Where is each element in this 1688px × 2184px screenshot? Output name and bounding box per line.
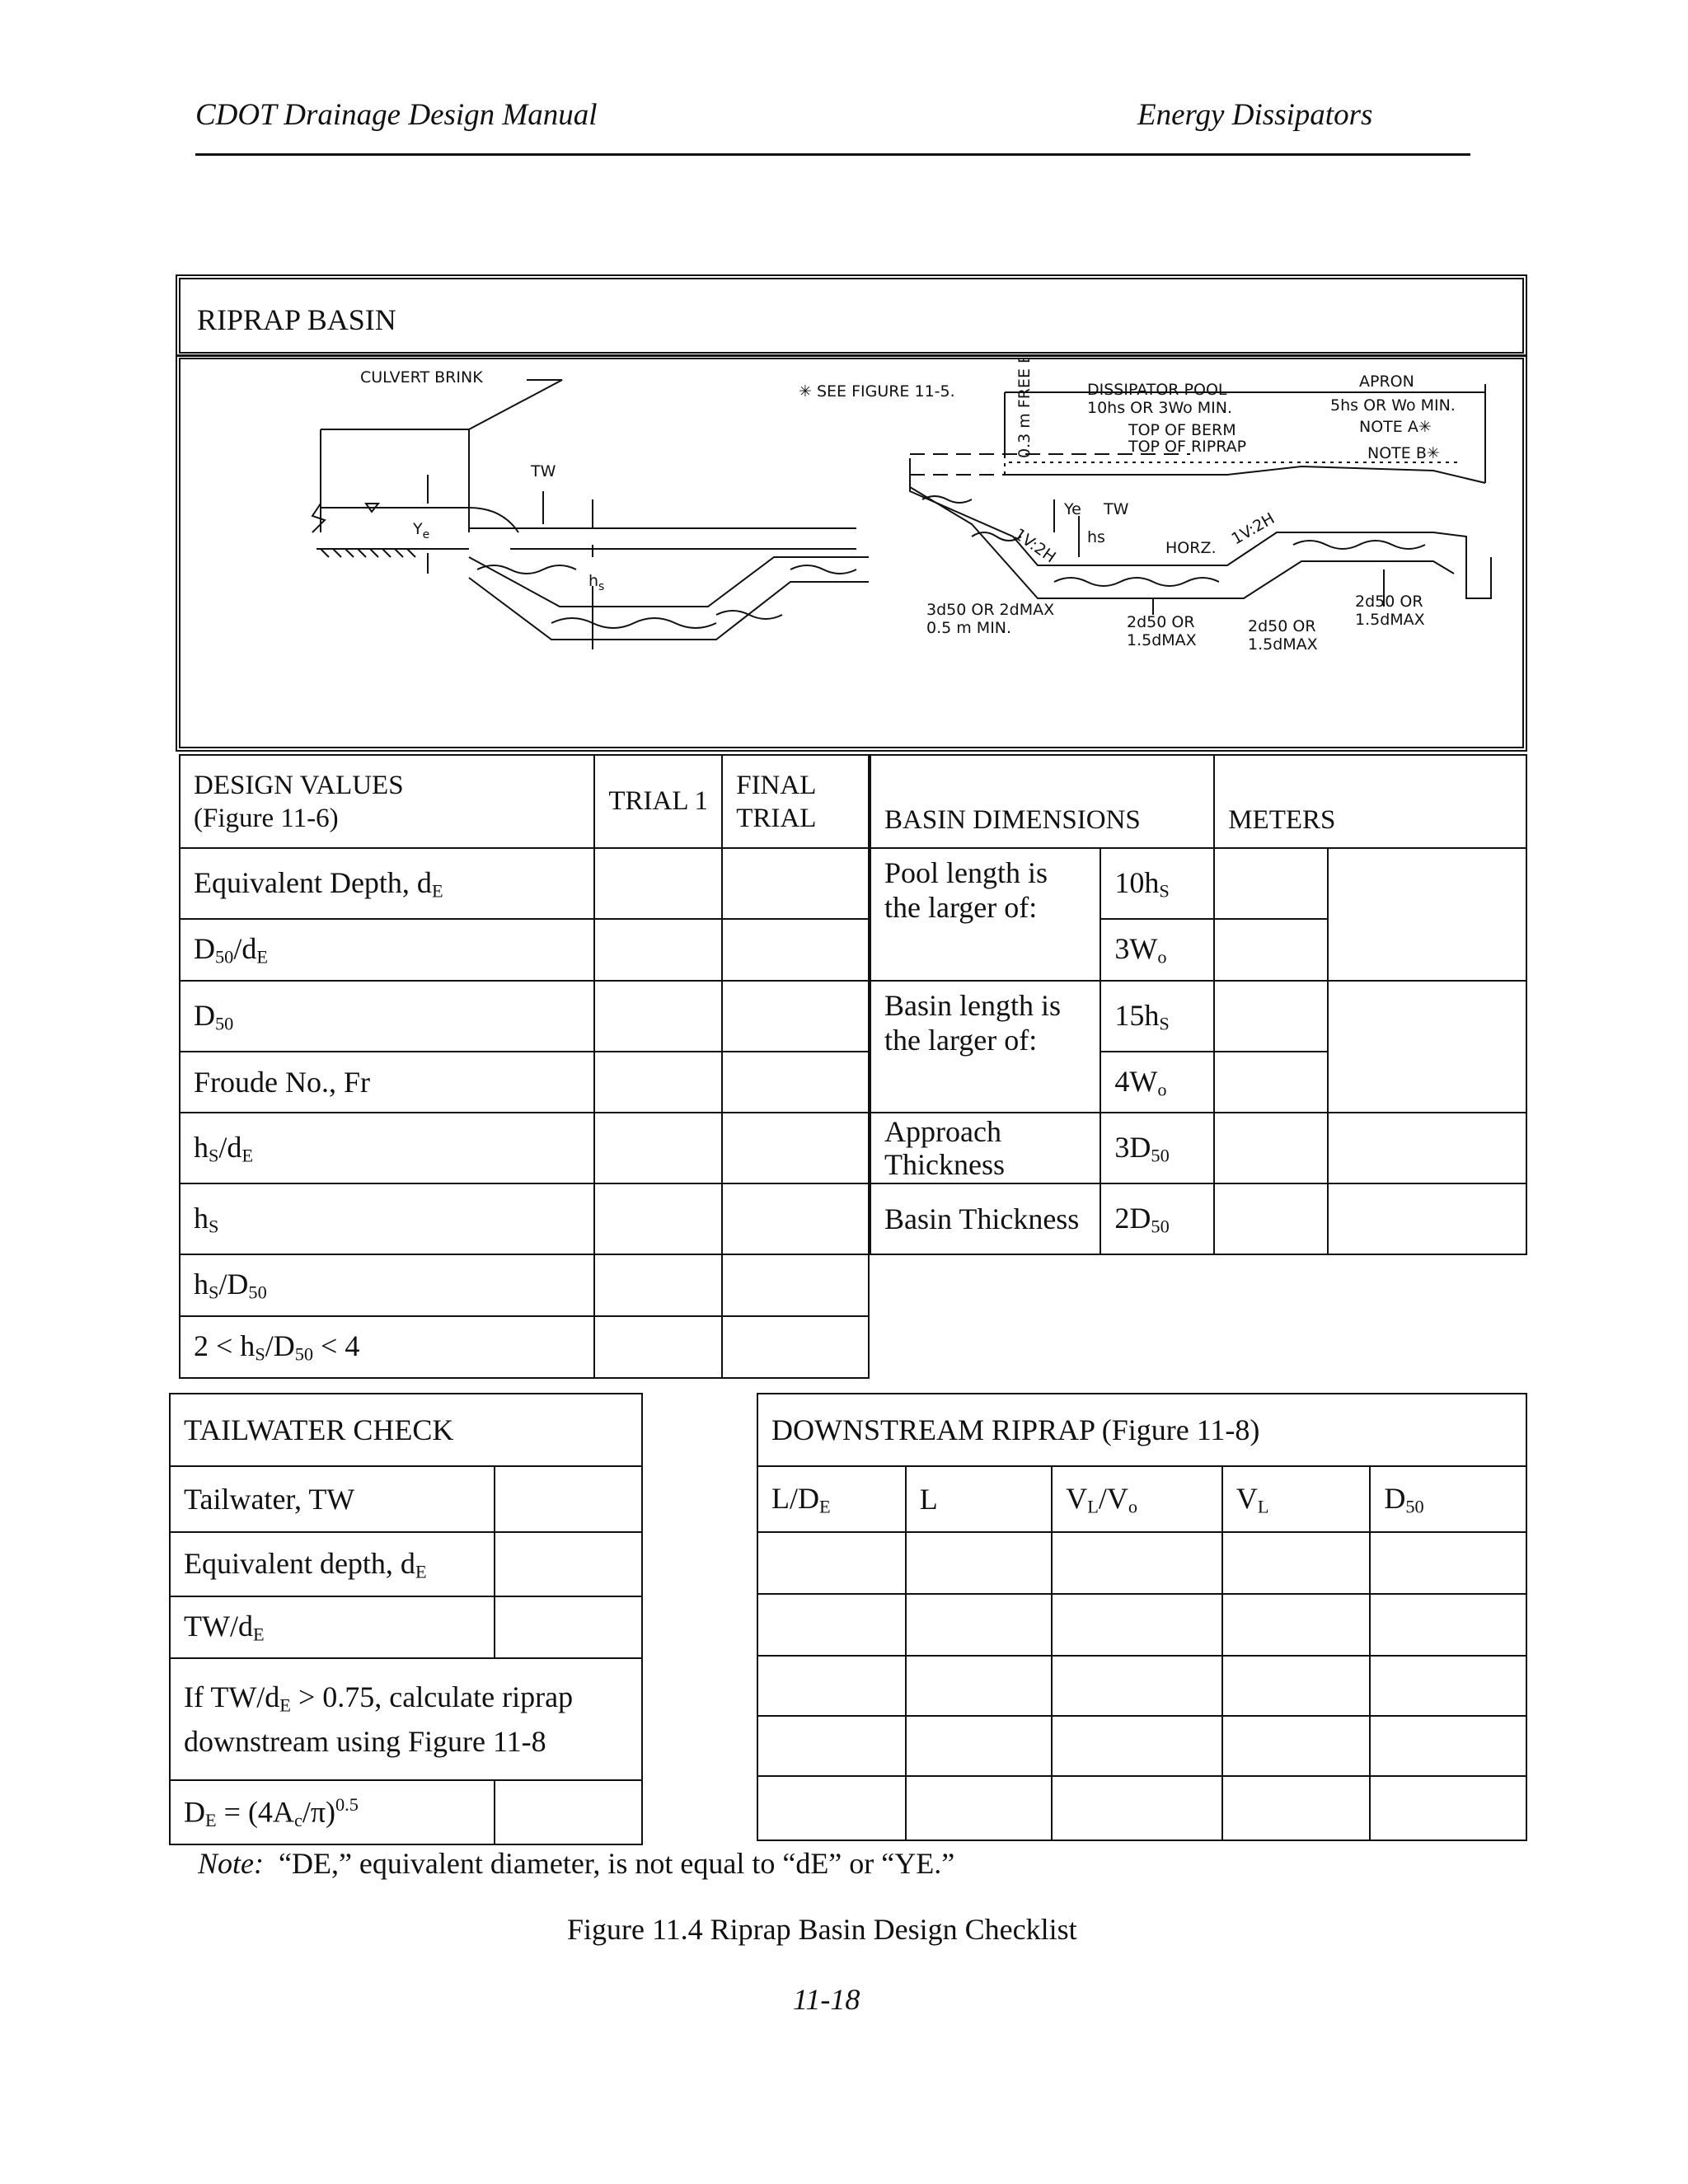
- table-cell[interactable]: [1222, 1656, 1371, 1716]
- see-figure-note: ✳ SEE FIGURE 11-5.: [799, 382, 955, 401]
- header-rule: [195, 153, 1470, 156]
- tailwater-instruction: If $TW/d_E > 0.75$, calculate riprap downstream using Figure 11-8: [170, 1658, 642, 1780]
- final-trial-header: FINAL TRIAL: [722, 755, 869, 848]
- tailwater-check-table: [169, 1393, 643, 1845]
- basin-dimensions-header: BASIN DIMENSIONS: [870, 755, 1214, 848]
- tw-de-value[interactable]: [495, 1596, 642, 1658]
- table-cell[interactable]: [1370, 1594, 1526, 1656]
- trial1-cell[interactable]: [594, 1113, 722, 1183]
- table-cell[interactable]: [1052, 1776, 1222, 1840]
- riprap-basin-sketch-box: [176, 354, 1527, 752]
- tw-de-row: $TW/d_E$: [170, 1596, 495, 1658]
- trial1-header: TRIAL 1: [594, 755, 722, 848]
- final-cell[interactable]: [722, 919, 869, 981]
- trial1-cell[interactable]: [594, 1254, 722, 1316]
- note-text: “DE,” equivalent diameter, is not equal to “dE” or “YE.”: [278, 1847, 955, 1880]
- final-cell[interactable]: [722, 1113, 869, 1183]
- pool-3wo: $3W_o$: [1100, 919, 1214, 981]
- tw-label: TW: [531, 462, 556, 480]
- final-cell[interactable]: [722, 1254, 869, 1316]
- basin-dimensions-table: [870, 754, 1527, 1255]
- trial1-cell[interactable]: [594, 1183, 722, 1254]
- table-cell[interactable]: [757, 1594, 906, 1656]
- table-cell[interactable]: [757, 1656, 906, 1716]
- table-cell[interactable]: [757, 1716, 906, 1776]
- table-cell[interactable]: [1370, 1716, 1526, 1776]
- hs-d50-range-row: $2 < h_S/D_{50} < 4$: [180, 1316, 594, 1378]
- table-cell[interactable]: [1052, 1656, 1222, 1716]
- table-cell[interactable]: [906, 1594, 1053, 1656]
- note-b-label: NOTE B✳: [1367, 444, 1440, 462]
- horz-label: HORZ.: [1165, 539, 1217, 557]
- riprap-basin-sketch: [181, 359, 1522, 747]
- col-l-de: $L/D_E$: [757, 1466, 906, 1532]
- culvert-outlet-sketch: [312, 380, 869, 649]
- table-cell[interactable]: [1052, 1716, 1222, 1776]
- de-formula-row: $D_E = (4A_c/\pi)^{0.5}$: [170, 1780, 495, 1844]
- col-d50: $D_{50}$: [1370, 1466, 1526, 1532]
- apron-thickness-b: 1.5dMAX: [1355, 611, 1425, 629]
- section-title: Energy Dissipators: [1137, 98, 1373, 132]
- riprap-basin-title-box: [176, 274, 1527, 357]
- col-l: L: [906, 1466, 1053, 1532]
- ye-label: $Y_e$: [413, 520, 430, 541]
- table-cell[interactable]: [1370, 1656, 1526, 1716]
- meters-result-cell[interactable]: [1328, 848, 1526, 981]
- hs-row: $h_S$: [180, 1183, 594, 1254]
- table-cell[interactable]: [1370, 1532, 1526, 1594]
- final-cell[interactable]: [722, 981, 869, 1052]
- apron-thickness-a: 2d50 OR: [1355, 593, 1423, 611]
- note: Note: “DE,” equivalent diameter, is not equal to “dE” or “YE.”: [198, 1847, 955, 1880]
- col-vl: $V_L$: [1222, 1466, 1371, 1532]
- pool-length-label: Pool length is the larger of:: [870, 848, 1100, 981]
- tailwater-title: TAILWATER CHECK: [170, 1394, 642, 1466]
- meters-result-cell[interactable]: [1328, 1113, 1526, 1183]
- meters-cell[interactable]: [1214, 1052, 1328, 1113]
- basin-2d50: $2D_{50}$: [1100, 1183, 1214, 1254]
- trial1-cell[interactable]: [594, 1052, 722, 1113]
- basin-15hs: $15h_S$: [1100, 981, 1214, 1052]
- culvert-brink-label: CULVERT BRINK: [360, 368, 483, 387]
- equivalent-depth-row: Equivalent Depth, $d_E$: [180, 848, 594, 919]
- top-of-berm-label: TOP OF BERM: [1128, 421, 1236, 439]
- basin-thickness-b: 1.5dMAX: [1127, 631, 1197, 649]
- table-cell[interactable]: [1052, 1532, 1222, 1594]
- downstream-riprap-table: [757, 1393, 1527, 1841]
- table-cell[interactable]: [757, 1776, 906, 1840]
- table-cell[interactable]: [757, 1532, 906, 1594]
- manual-title: CDOT Drainage Design Manual: [195, 98, 598, 132]
- apron-label: APRON: [1359, 373, 1414, 391]
- approach-thickness-a: 3d50 OR 2dMAX: [926, 601, 1055, 619]
- equivalent-depth-row: Equivalent depth, $d_E$: [170, 1532, 495, 1596]
- basin-thickness-label: Basin Thickness: [870, 1183, 1100, 1254]
- meters-cell[interactable]: [1214, 919, 1328, 981]
- meters-cell[interactable]: [1214, 1183, 1328, 1254]
- basin-length-label: Basin length is the larger of:: [870, 981, 1100, 1113]
- col-vl-vo: $V_L/V_o$: [1052, 1466, 1222, 1532]
- table-cell[interactable]: [1370, 1776, 1526, 1840]
- approach-thickness-b: 0.5 m MIN.: [926, 619, 1012, 637]
- meters-cell[interactable]: [1214, 1113, 1328, 1183]
- final-cell[interactable]: [722, 1052, 869, 1113]
- dissipator-pool-label: DISSIPATOR POOL: [1087, 381, 1227, 399]
- table-cell[interactable]: [906, 1776, 1053, 1840]
- slope-left-label: 1V:2H: [1010, 525, 1059, 567]
- table-cell[interactable]: [906, 1532, 1053, 1594]
- table-cell[interactable]: [1222, 1776, 1371, 1840]
- froude-row: Froude No., Fr: [180, 1052, 594, 1113]
- tw-pool-label: TW: [1104, 500, 1129, 518]
- pool-10hs: $10h_S$: [1100, 848, 1214, 919]
- apron-length-label: 5hs OR Wo MIN.: [1330, 396, 1456, 415]
- approach-3d50: $3D_{50}$: [1100, 1113, 1214, 1183]
- berm-thickness-a: 2d50 OR: [1248, 617, 1316, 635]
- basin-4wo: $4W_o$: [1100, 1052, 1214, 1113]
- ye-pool-label: Ye: [1064, 500, 1081, 518]
- slope-right-label: 1V:2H: [1228, 509, 1278, 549]
- equivalent-depth-value[interactable]: [495, 1532, 642, 1596]
- de-value[interactable]: [495, 1780, 642, 1844]
- note-a-label: NOTE A✳: [1359, 418, 1432, 436]
- table-cell[interactable]: [1052, 1594, 1222, 1656]
- design-values-table: [179, 754, 870, 1379]
- table-cell[interactable]: [1222, 1716, 1371, 1776]
- riprap-basin-title: RIPRAP BASIN: [197, 303, 396, 336]
- hs-de-row: $h_S/d_E$: [180, 1113, 594, 1183]
- tailwater-value[interactable]: [495, 1466, 642, 1532]
- meters-result-cell[interactable]: [1328, 981, 1526, 1113]
- meters-cell[interactable]: [1214, 981, 1328, 1052]
- table-cell[interactable]: [1222, 1532, 1371, 1594]
- table-cell[interactable]: [906, 1656, 1053, 1716]
- d50-de-row: $D_{50}/d_E$: [180, 919, 594, 981]
- hs-label: $h_s$: [588, 572, 605, 593]
- figure-caption: Figure 11.4 Riprap Basin Design Checklist: [567, 1913, 1077, 1946]
- final-cell[interactable]: [722, 1183, 869, 1254]
- final-cell[interactable]: [722, 1316, 869, 1378]
- table-cell[interactable]: [1222, 1594, 1371, 1656]
- table-cell[interactable]: [906, 1716, 1053, 1776]
- trial1-cell[interactable]: [594, 919, 722, 981]
- trial1-cell[interactable]: [594, 981, 722, 1052]
- basin-thickness-a: 2d50 OR: [1127, 613, 1195, 631]
- top-of-riprap-label: TOP OF RIPRAP: [1128, 438, 1247, 456]
- trial1-cell[interactable]: [594, 848, 722, 919]
- design-values-header: DESIGN VALUES (Figure 11-6): [180, 755, 594, 848]
- meters-header: METERS: [1214, 755, 1526, 848]
- trial1-cell[interactable]: [594, 1316, 722, 1378]
- hs-d50-row: $h_S/D_{50}$: [180, 1254, 594, 1316]
- d50-row: $D_{50}$: [180, 981, 594, 1052]
- final-cell[interactable]: [722, 848, 869, 919]
- meters-result-cell[interactable]: [1328, 1183, 1526, 1254]
- freeboard-label: 0.3 m FREE BOARD MIN.: [1015, 359, 1034, 458]
- page-number: 11-18: [793, 1983, 860, 2016]
- downstream-riprap-title: DOWNSTREAM RIPRAP (Figure 11-8): [757, 1394, 1526, 1466]
- pool-length-label: 10hs OR 3Wo MIN.: [1087, 399, 1233, 417]
- berm-thickness-b: 1.5dMAX: [1248, 635, 1318, 654]
- hs-pool-label: hs: [1087, 528, 1105, 546]
- meters-cell[interactable]: [1214, 848, 1328, 919]
- tailwater-row: Tailwater, TW: [170, 1466, 495, 1532]
- approach-thickness-label: Approach Thickness: [870, 1113, 1100, 1183]
